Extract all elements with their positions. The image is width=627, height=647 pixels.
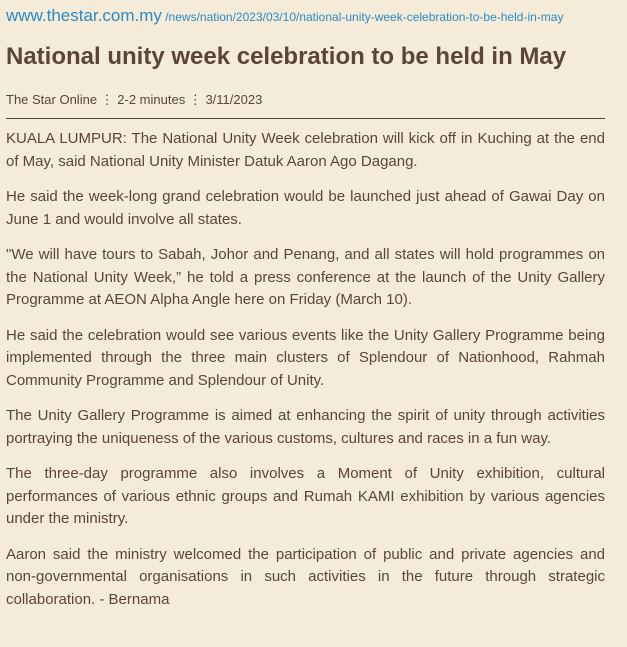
paragraph: The Unity Gallery Programme is aimed at enhancing the spirit of unity through activities portraying the uniqueness of the various customs, cultures and races in a fun way. [6,407,605,447]
meta-reading-time: 2-2 minutes [117,92,186,107]
meta-date: 3/11/2023 [205,92,263,107]
article-content [6,128,605,611]
divider [6,118,605,119]
article-url-link[interactable] [6,6,564,25]
meta-source: The Star Online [6,92,98,107]
meta-separator: ⋮ [185,92,206,107]
paragraph: He said the week-long grand celebration would be launched just ahead of Gawai Day on June 1 and would involve all states. [6,188,605,228]
article-meta [6,92,605,108]
meta-separator: ⋮ [97,92,118,107]
paragraph: The three-day programme also involves a Moment of Unity exhibition, cultural performances of various ethnic groups and Rumah KAMI exhibition by various agencies under the ministry. [6,465,605,527]
paragraph: Aaron said the ministry welcomed the participation of public and private agencies and non-governmental organisations in such activities in the future through strategic collaboration. - Bernama [6,545,605,608]
article-title: National unity week celebration to be held in May [6,43,567,70]
url-domain: www.thestar.com.my [6,6,162,25]
paragraph: "We will have tours to Sabah, Johor and Penang, and all states will hold programmes on the National Unity Week,” he told a press conference at the launch of the Unity Gallery Programme at AEON Alpha Angle here on Friday (March 10). [6,246,605,308]
url-path: /news/nation/2023/03/10/national-unity-week-celebration-to-be-held-in-may [165,10,564,24]
paragraph: He said the celebration would see various events like the Unity Gallery Programme being implemented through the three main clusters of Splendour of Nationhood, Rahmah Community Programme and Splendour of Unity. [6,326,605,389]
paragraph: KUALA LUMPUR: The National Unity Week celebration will kick off in Kuching at the end of May, said National Unity Minister Datuk Aaron Ago Dagang. [6,130,605,170]
